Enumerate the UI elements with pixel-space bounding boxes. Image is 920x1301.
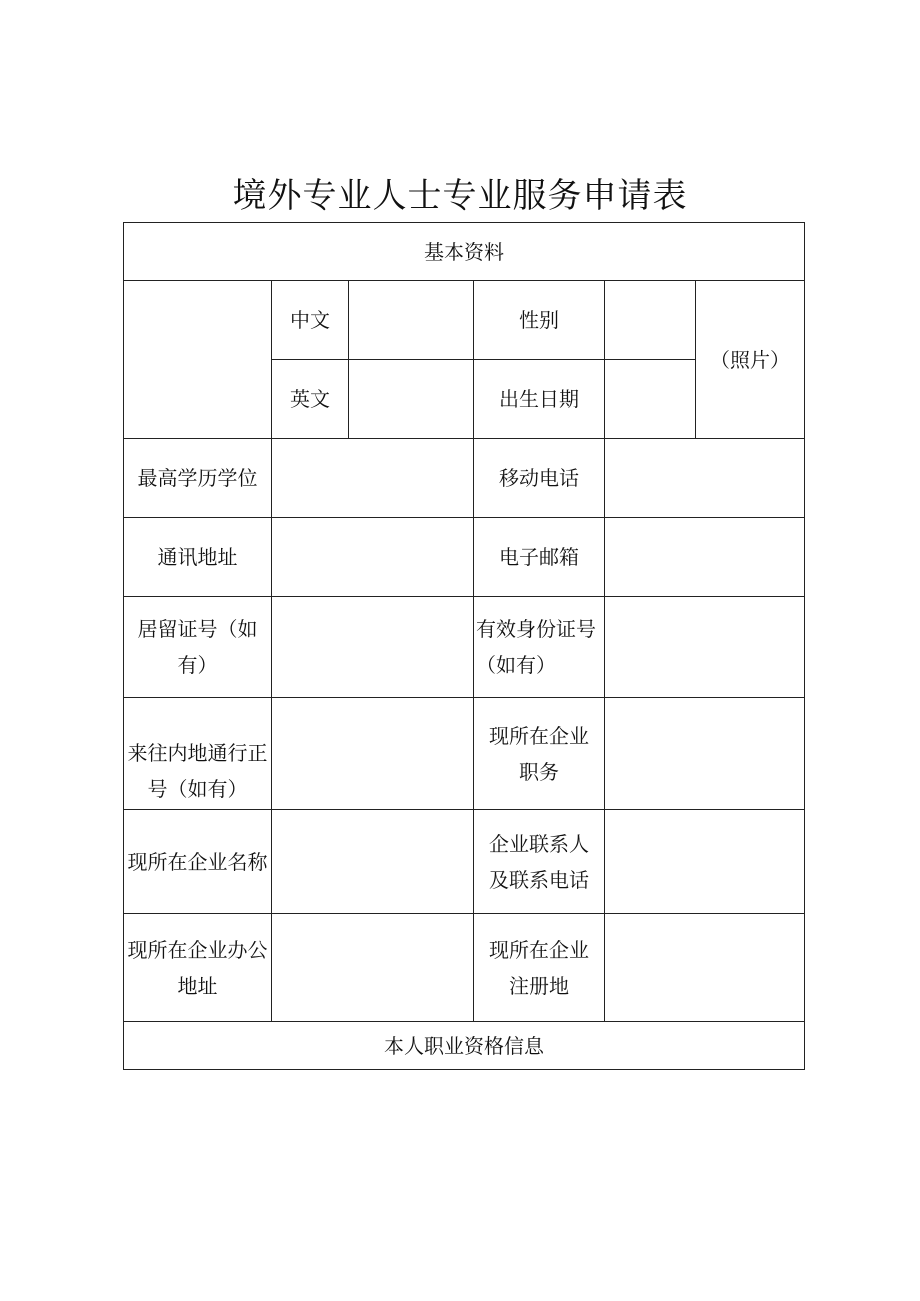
photo-box[interactable]: （照片） bbox=[696, 281, 805, 439]
label-education: 最高学历学位 bbox=[124, 439, 272, 518]
education-field[interactable] bbox=[272, 439, 474, 518]
birth-date-field[interactable] bbox=[605, 360, 696, 439]
label-id-number bbox=[474, 597, 605, 698]
label-company-name bbox=[124, 810, 272, 914]
application-form-table bbox=[123, 222, 805, 1070]
company-name-field[interactable] bbox=[272, 810, 474, 914]
label-residence-permit-text: 居留证号（如有） bbox=[137, 617, 258, 677]
registered-place-field[interactable] bbox=[605, 914, 805, 1022]
mobile-field[interactable] bbox=[605, 439, 805, 518]
label-id-number-text: 有效身份证号（如有） bbox=[476, 617, 596, 677]
label-office-address-text: 现所在企业办公地址 bbox=[127, 937, 268, 998]
office-address-field[interactable] bbox=[272, 914, 474, 1022]
address-field[interactable] bbox=[272, 518, 474, 597]
gender-field[interactable] bbox=[605, 281, 696, 360]
label-english-name: 英文 bbox=[272, 360, 349, 439]
section-basic-info: 基本资料 bbox=[124, 223, 805, 281]
label-mainland-permit-text: 来往内地通行正号（如有） bbox=[127, 741, 268, 801]
label-registered-place-text: 现所在企业注册地 bbox=[489, 937, 589, 998]
label-company-contact bbox=[474, 810, 605, 914]
company-contact-field[interactable] bbox=[605, 810, 805, 914]
label-gender: 性别 bbox=[474, 281, 605, 360]
label-office-address bbox=[124, 914, 272, 1022]
label-company-name-text: 现所在企业名称 bbox=[127, 849, 268, 874]
label-registered-place bbox=[474, 914, 605, 1022]
chinese-name-field[interactable] bbox=[349, 281, 474, 360]
label-position bbox=[474, 698, 605, 810]
label-residence-permit bbox=[124, 597, 272, 698]
residence-permit-field[interactable] bbox=[272, 597, 474, 698]
label-mainland-permit bbox=[124, 698, 272, 810]
english-name-field[interactable] bbox=[349, 360, 474, 439]
mainland-permit-field[interactable] bbox=[272, 698, 474, 810]
id-number-field[interactable] bbox=[605, 597, 805, 698]
label-mobile: 移动电话 bbox=[474, 439, 605, 518]
position-field[interactable] bbox=[605, 698, 805, 810]
label-address: 通讯地址 bbox=[124, 518, 272, 597]
email-field[interactable] bbox=[605, 518, 805, 597]
label-chinese-name: 中文 bbox=[272, 281, 349, 360]
label-position-text: 现所在企业职务 bbox=[489, 724, 589, 784]
blank-cell bbox=[124, 281, 272, 439]
label-birth-date: 出生日期 bbox=[474, 360, 605, 439]
label-company-contact-text: 企业联系人及联系电话 bbox=[489, 831, 589, 892]
section-qualification: 本人职业资格信息 bbox=[124, 1022, 805, 1070]
label-email: 电子邮箱 bbox=[474, 518, 605, 597]
form-title: 境外专业人士专业服务申请表 bbox=[232, 176, 688, 216]
